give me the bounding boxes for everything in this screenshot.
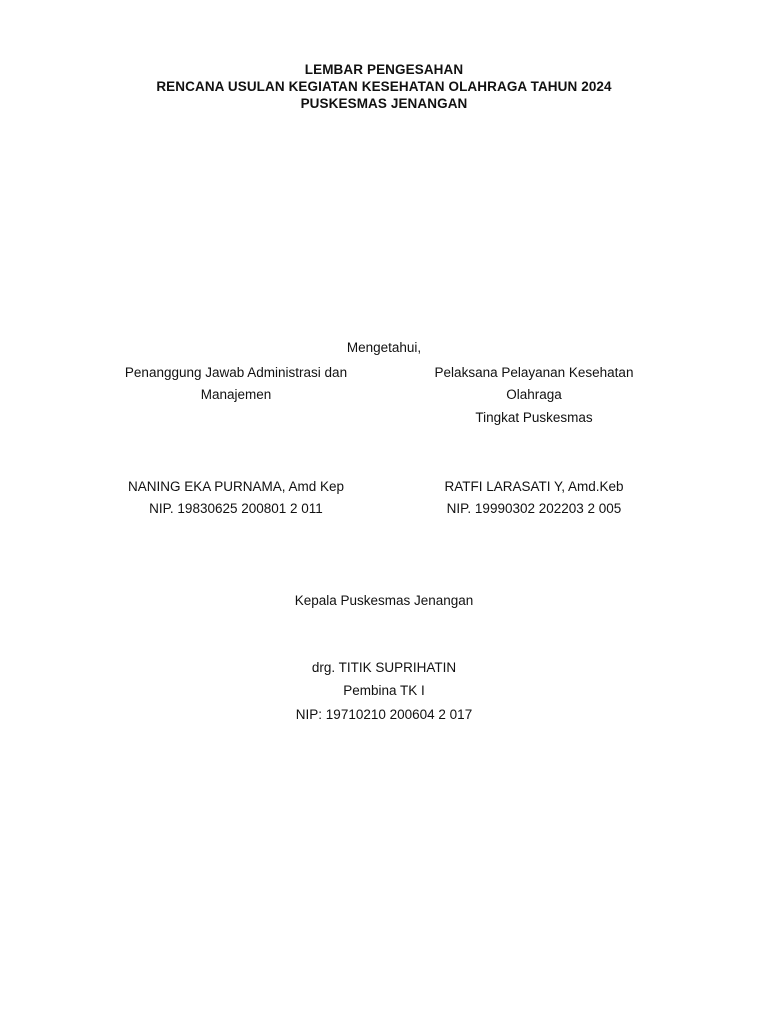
head-role: Kepala Puskesmas Jenangan <box>294 593 474 608</box>
title-line-3: PUSKESMAS JENANGAN <box>300 96 468 111</box>
right-signatory-role-line-3: Tingkat Puskesmas <box>475 410 593 425</box>
left-signatory-role-line-1: Penanggung Jawab Administrasi dan <box>124 365 348 380</box>
right-signatory-nip: NIP. 19990302 202203 2 005 <box>446 501 622 516</box>
left-signatory-name: NANING EKA PURNAMA, Amd Kep <box>127 479 345 494</box>
right-signatory-name: RATFI LARASATI Y, Amd.Keb <box>444 479 624 494</box>
left-signatory-nip: NIP. 19830625 200801 2 011 <box>149 501 323 516</box>
head-name: drg. TITIK SUPRIHATIN <box>311 660 457 675</box>
head-rank: Pembina TK I <box>343 683 425 698</box>
title-line-1: LEMBAR PENGESAHAN <box>304 62 464 77</box>
right-signatory-role-line-2: Olahraga <box>506 387 562 402</box>
acknowledged-label: Mengetahui, <box>346 340 422 355</box>
document-title <box>0 61 768 112</box>
head-nip: NIP: 19710210 200604 2 017 <box>295 707 473 722</box>
left-signatory-role-line-2: Manajemen <box>200 387 272 402</box>
right-signatory-role-line-1: Pelaksana Pelayanan Kesehatan <box>434 365 634 380</box>
title-line-2: RENCANA USULAN KEGIATAN KESEHATAN OLAHRAGA TAHUN 2024 <box>156 79 612 94</box>
